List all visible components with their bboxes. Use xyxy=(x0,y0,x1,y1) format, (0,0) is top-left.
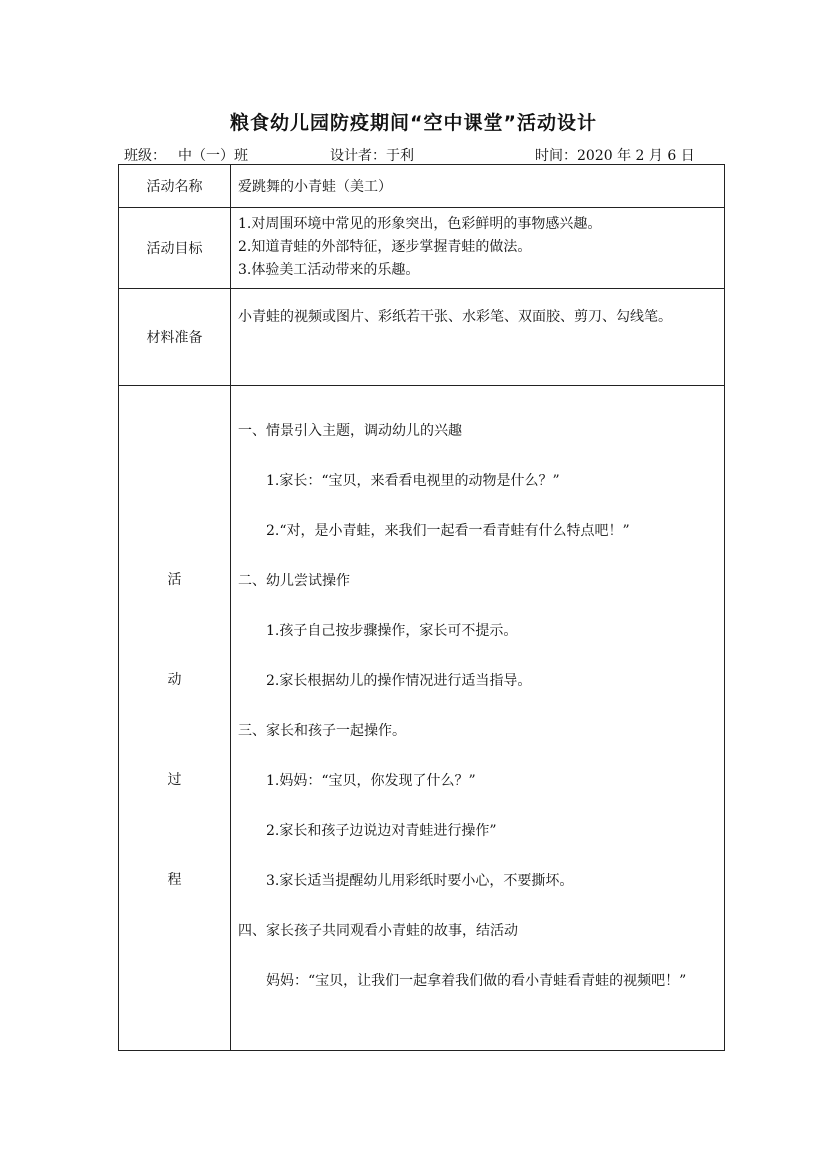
activity-goals-label: 活动目标 xyxy=(119,208,231,289)
process-step: 2.家长根据幼儿的操作情况进行适当指导。 xyxy=(266,673,532,689)
designer-info xyxy=(330,145,414,165)
process-label-char: 程 xyxy=(167,872,182,888)
class-label: 班级： xyxy=(124,148,166,164)
process-label-char: 活 xyxy=(167,572,182,588)
time-info xyxy=(535,145,695,165)
process-content xyxy=(231,386,725,1051)
goal-item: 2.知道青蛙的外部特征，逐步掌握青蛙的做法。 xyxy=(238,239,532,255)
process-step-heading: 二、幼儿尝试操作 xyxy=(238,573,350,589)
process-label-char: 动 xyxy=(167,672,182,688)
process-step: 1.家长：“宝贝，来看看电视里的动物是什么？” xyxy=(266,473,560,489)
goal-item: 3.体验美工活动带来的乐趣。 xyxy=(238,262,420,278)
materials-row xyxy=(119,289,725,386)
process-step: 3.家长适当提醒幼儿用彩纸时要小心，不要撕坏。 xyxy=(266,873,574,889)
activity-goals-row xyxy=(119,208,725,289)
materials-label: 材料准备 xyxy=(119,289,231,386)
time-value: 2020 年 2 月 6 日 xyxy=(577,148,695,164)
process-label xyxy=(119,386,231,1051)
activity-goals-list xyxy=(231,208,725,289)
activity-name-row xyxy=(119,165,725,208)
time-label: 时间： xyxy=(535,148,577,164)
activity-name-label: 活动名称 xyxy=(119,165,231,208)
process-step: 1.妈妈：“宝贝，你发现了什么？” xyxy=(266,773,476,789)
designer-value: 于利 xyxy=(386,148,414,164)
goal-item: 1.对周围环境中常见的形象突出，色彩鲜明的事物感兴趣。 xyxy=(238,216,602,232)
document-title: 粮食幼儿园防疫期间“空中课堂”活动设计 xyxy=(230,112,597,134)
process-step: 2.家长和孩子边说边对青蛙进行操作” xyxy=(266,823,497,839)
process-step: 2.“对，是小青蛙，来我们一起看一看青蛙有什么特点吧！” xyxy=(266,523,630,539)
process-row xyxy=(119,386,725,1051)
class-info xyxy=(124,145,248,165)
process-step: 1.孩子自己按步骤操作，家长可不提示。 xyxy=(266,623,518,639)
process-step-heading: 一、情景引入主题，调动幼儿的兴趣 xyxy=(238,423,462,439)
process-step: 妈妈：“宝贝，让我们一起拿着我们做的看小青蛙看青蛙的视频吧！” xyxy=(266,973,687,989)
process-step-heading: 三、家长和孩子一起操作。 xyxy=(238,723,406,739)
activity-name-value: 爱跳舞的小青蛙（美工） xyxy=(231,165,725,208)
activity-plan-table xyxy=(118,164,725,1051)
designer-label: 设计者： xyxy=(330,148,386,164)
process-label-char: 过 xyxy=(167,772,182,788)
class-value: 中（一）班 xyxy=(178,148,248,164)
materials-value: 小青蛙的视频或图片、彩纸若干张、水彩笔、双面胶、剪刀、勾线笔。 xyxy=(231,289,725,386)
process-step-heading: 四、家长孩子共同观看小青蛙的故事，结活动 xyxy=(238,923,518,939)
